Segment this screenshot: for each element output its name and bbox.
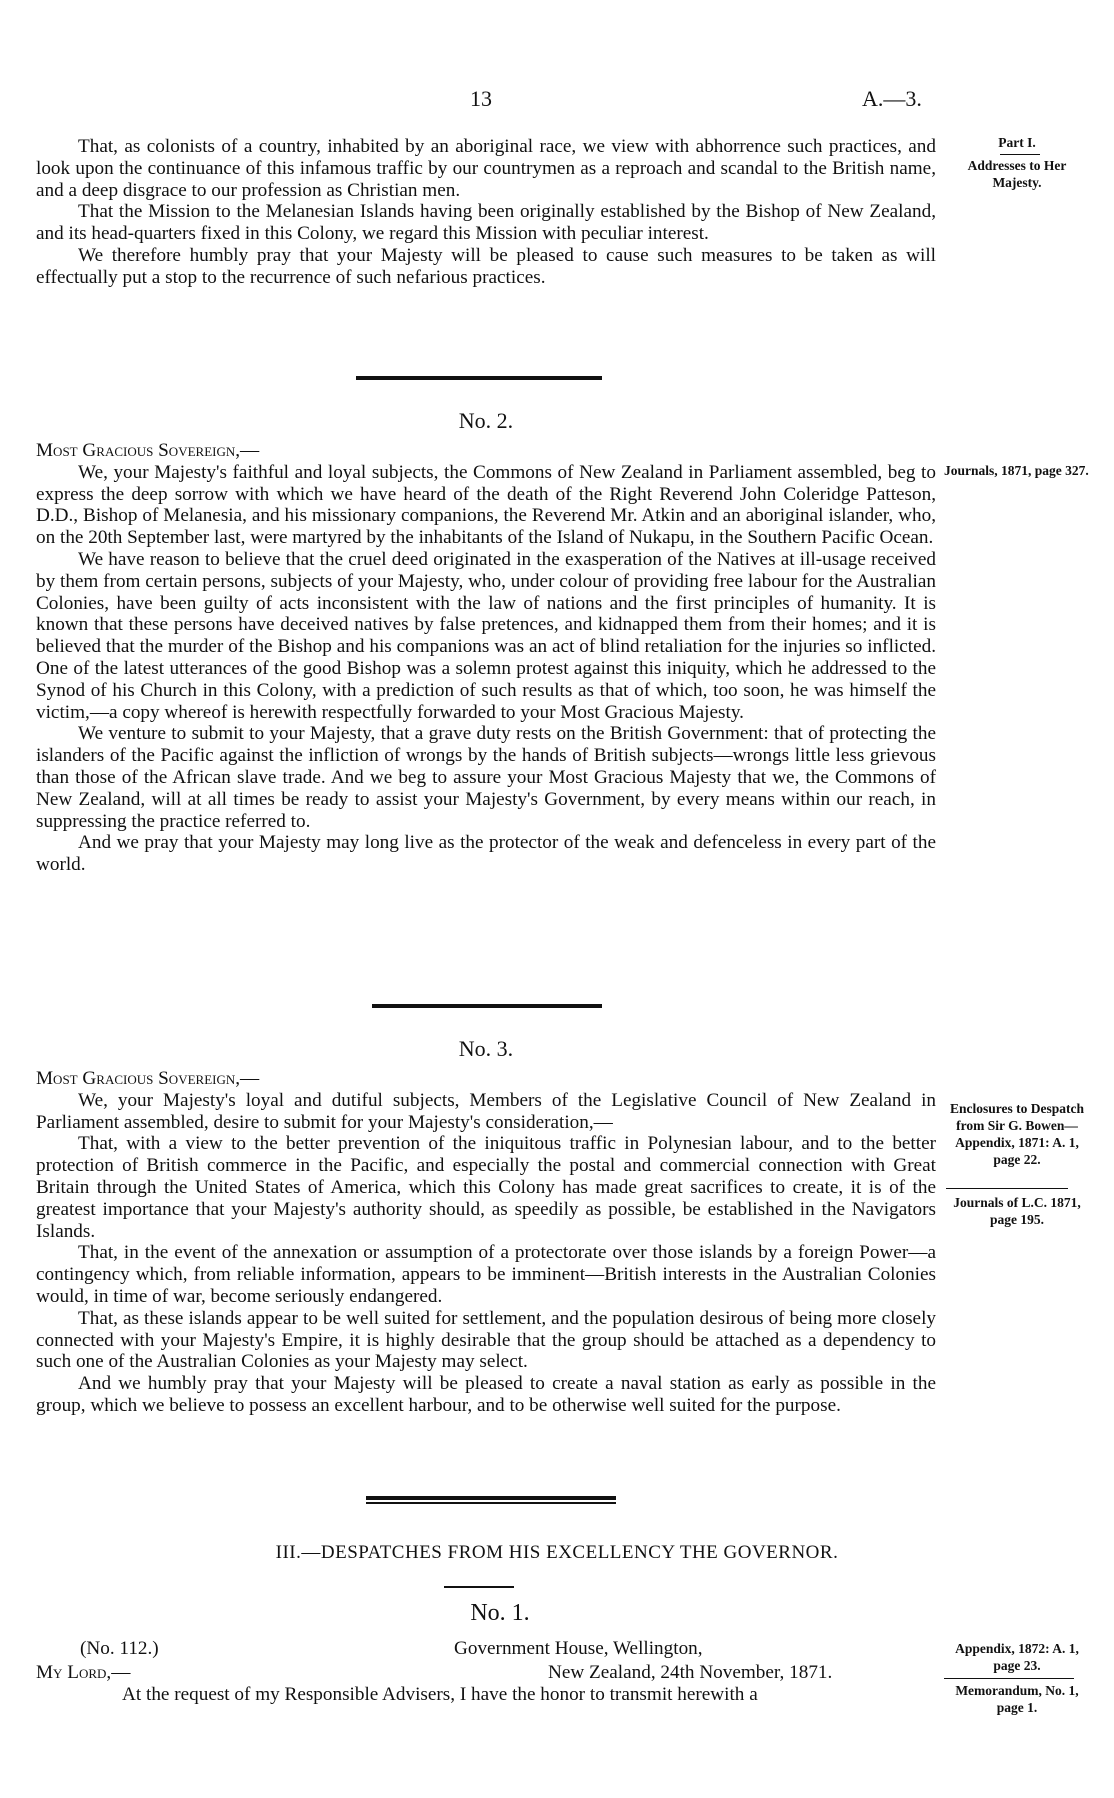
address-salutation: Most Gracious Sovereign,— xyxy=(36,440,260,461)
addresses-label: Addresses to Her Majesty. xyxy=(967,158,1067,190)
address-paragraph: That, as these islands appear to be well suited for settlement, and the population desirous of being more closely connected with your Majesty's Empire, it is highly desirable that the group should be attached as a dependency to such one of the Australian Colonies as your Majesty may select. xyxy=(36,1307,936,1373)
address-intro xyxy=(36,136,936,289)
title-underline xyxy=(444,1586,514,1588)
despatch-ref: (No. 112.) xyxy=(80,1638,159,1659)
section-divider-double xyxy=(366,1502,616,1504)
intro-paragraph: We therefore humbly pray that your Majesty will be pleased to cause such measures to be taken as will effectually put a stop to the recurrence of such nefarious practices. xyxy=(36,244,936,288)
address-paragraph: That, in the event of the annexation or assumption of a protectorate over those islands by a foreign Power—a contingency which, from reliable information, appears to be imminent—British interests in the Australian Colonies would, in time of war, become seriously endangered. xyxy=(36,1242,936,1307)
part-label: Part I. xyxy=(998,135,1036,150)
despatch-opening: At the request of my Responsible Advisers, I have the honor to transmit herewith a xyxy=(122,1684,758,1705)
margin-note-memorandum: Memorandum, No. 1, page 1. xyxy=(955,1683,1079,1715)
margin-note-part xyxy=(942,134,1092,191)
address-no3 xyxy=(36,1036,936,1417)
intro-paragraph: That, as colonists of a country, inhabited by an aboriginal race, we view with abhorrence such practices, and look upon the continuance of this infamous traffic by our countrymen as a reproach and scandal to the British name, and a deep disgrace to our profession as Christian men. xyxy=(36,136,936,201)
margin-note-journals: Journals, 1871, page 327. xyxy=(944,463,1089,478)
address-paragraph: And we humbly pray that your Majesty will be pleased to create a naval station as early as possible in the group, which we believe to possess an excellent harbour, and to be otherwise well suited for the purpose. xyxy=(36,1373,936,1416)
page-header xyxy=(0,86,1114,116)
section-divider xyxy=(372,1004,602,1008)
margin-note-appendix: Appendix, 1872: A. 1, page 23. xyxy=(955,1641,1079,1673)
section-title: III.—DESPATCHES FROM HIS EXCELLENCY THE GOVERNOR. xyxy=(275,1542,839,1563)
margin-rule xyxy=(946,1188,1068,1189)
margin-note-journals-lc: Journals of L.C. 1871, page 195. xyxy=(953,1195,1081,1227)
page-number: 13 xyxy=(470,86,492,111)
address-salutation: Most Gracious Sovereign,— xyxy=(36,1068,260,1089)
despatch-salutation: My Lord,— xyxy=(36,1662,131,1683)
address-no2 xyxy=(36,408,936,876)
address-heading: No. 2. xyxy=(458,408,514,433)
address-heading: No. 3. xyxy=(458,1036,514,1061)
document-reference: A.—3. xyxy=(862,86,922,111)
margin-rule xyxy=(944,1678,1074,1679)
address-paragraph: We venture to submit to your Majesty, that a grave duty rests on the British Government: that of protecting the islanders of the Pacific against the infliction of wrongs by the hands of British subjects—wrongs little less grievous than those of the African slave trade. And we beg to assure your Most Gracious Majesty that we, the Commons of New Zealand, will at all times be ready to assist your Majesty's Government, by every means within our reach, in suppressing the practice referred to. xyxy=(36,723,936,832)
address-paragraph: And we pray that your Majesty may long live as the protector of the weak and defenceless in every part of the world. xyxy=(36,832,936,876)
address-line-2: New Zealand, 24th November, 1871. xyxy=(548,1662,833,1683)
address-paragraph: That, with a view to the better prevention of the iniquitous traffic in Polynesian labour, and to the better protection of British commerce in the Pacific, and especially the postal and commercial connection with Great Britain through the United States of America, which this Colony has made great sacrifices to create, it is of the greatest importance that your Majesty's authority should, as speedily as possible, be established in the Navigators Islands. xyxy=(36,1133,936,1242)
address-paragraph: We, your Majesty's faithful and loyal subjects, the Commons of New Zealand in Parliament assembled, beg to express the deep sorrow with which we have heard of the death of the Right Reverend John Coleridge Patteson, D.D., Bishop of Melanesia, and his missionary companions, the Reverend Mr. Atkin and an aboriginal islander, who, on the 20th September last, were martyred by the inhabitants of the Island of Nukapu, in the Southern Pacific Ocean. xyxy=(36,461,936,549)
address-paragraph: We, your Majesty's loyal and dutiful subjects, Members of the Legislative Council of New Zealand in Parliament assembled, desire to submit for your Majesty's consideration,— xyxy=(36,1089,936,1133)
part-underline xyxy=(1000,154,1040,155)
despatch-heading: No. 1. xyxy=(470,1600,530,1626)
address-paragraph: We have reason to believe that the cruel deed originated in the exasperation of the Natives at ill-usage received by them from certain persons, subjects of your Majesty, who, under colour of providing free labour for the Australian Colonies, have been guilty of acts inconsistent with the law of nations and the first principles of humanity. It is known that these persons have deceived natives by false pretences, and kidnapped them from their homes; and it is believed that the murder of the Bishop and his companions was an act of blind retaliation for the injuries so inflicted. One of the latest utterances of the good Bishop was a solemn protest against this iniquity, which he addressed to the Synod of his Church in this Colony, with a prediction of such results as that of which, too soon, he was himself the victim,—a copy whereof is herewith respectfully forwarded to your Most Gracious Majesty. xyxy=(36,548,936,723)
section-divider xyxy=(366,1496,616,1500)
margin-note-enclosures: Enclosures to Despatch from Sir G. Bowen—Appendix, 1871: A. 1, page 22. xyxy=(949,1101,1084,1167)
address-line-1: Government House, Wellington, xyxy=(454,1638,703,1659)
intro-paragraph: That the Mission to the Melanesian Islands having been originally established by the Bishop of New Zealand, and its head-quarters fixed in this Colony, we regard this Mission with peculiar interest. xyxy=(36,201,936,245)
section-divider xyxy=(356,376,602,380)
